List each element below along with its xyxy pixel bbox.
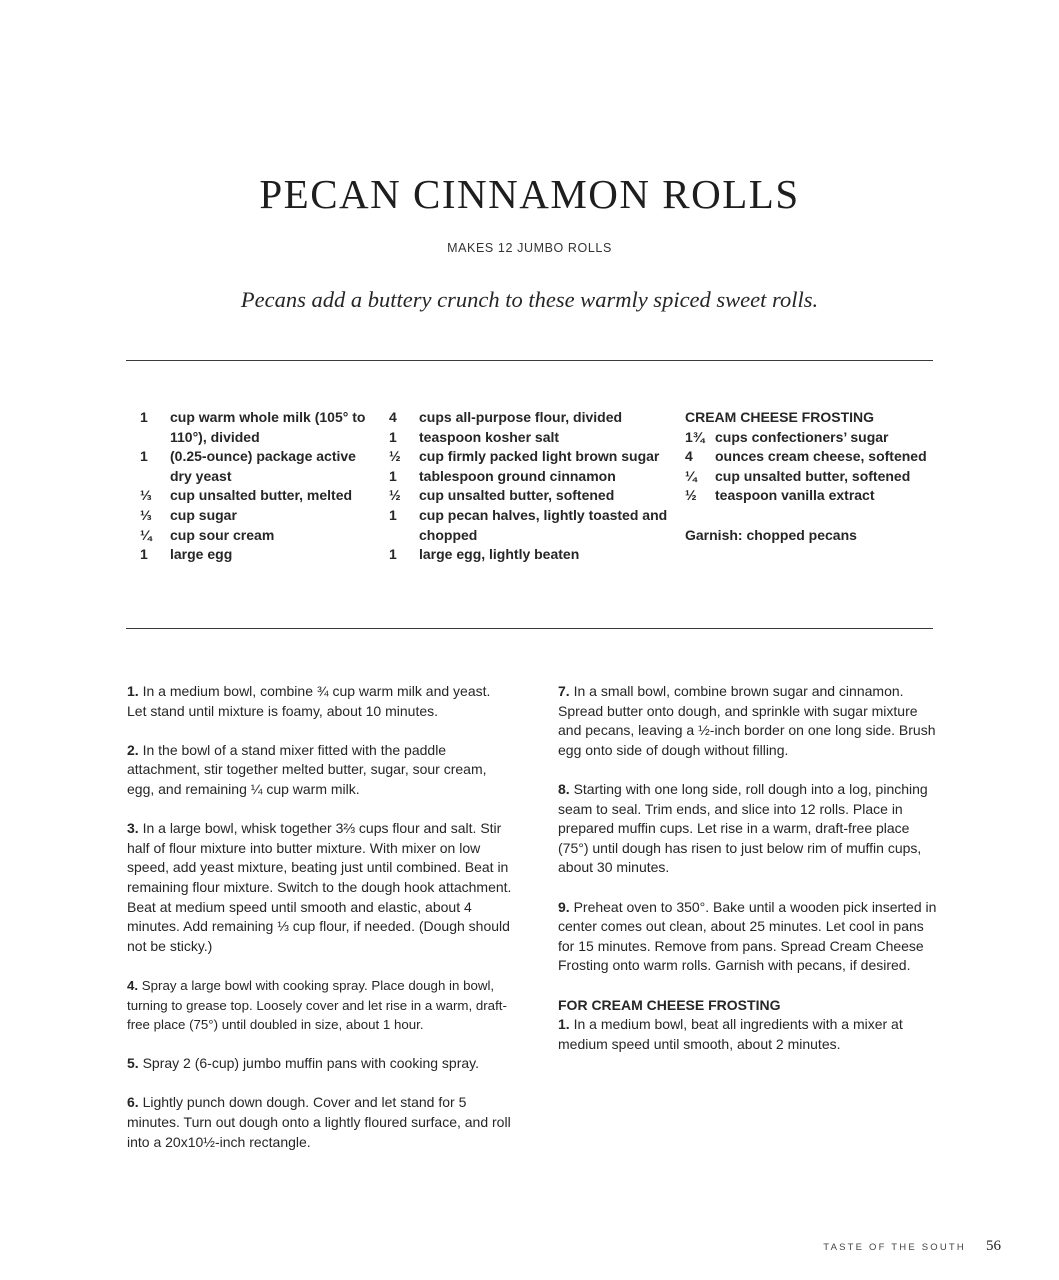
ingredient-text: cup unsalted butter, melted [170,487,353,504]
page-number: 56 [986,1238,1001,1254]
step-number: 9. [558,898,570,915]
ingredient-text: ounces cream cheese, softened [715,448,927,465]
step-number: 7. [558,683,570,699]
ingredient-text: cup unsalted butter, softened [419,487,615,504]
step-text: Lightly punch down dough. Cover and let stand for 5 minutes. Turn out dough onto a lightly floured surface, and roll into a 20x10½-inch rectangle. [127,1094,511,1150]
steps-column-2 [558,682,938,1074]
frosting-heading: CREAM CHEESE FROSTING [685,409,875,425]
ingredient-qty: ½ [389,448,401,465]
ingredient-qty: 1 [389,546,397,563]
ingredient-text: cup sour cream [170,526,275,543]
ingredient-item [389,506,669,545]
ingredient-text: cup pecan halves, lightly toasted and chopped [419,506,668,543]
ingredients-column-1 [140,408,370,565]
ingredient-text: cups all-purpose flour, divided [419,409,623,425]
top-divider [126,360,933,361]
step-2 [127,741,512,800]
ingredient-text: cup sugar [170,506,237,523]
ingredient-item [140,408,370,447]
ingredient-text: cups confectioners’ sugar [715,428,889,445]
ingredient-text: teaspoon vanilla extract [715,487,875,504]
ingredient-item [389,447,669,467]
ingredient-qty: 4 [685,448,693,465]
step-text: In the bowl of a stand mixer fitted with the paddle attachment, stir together melted butter, sugar, sour cream, egg, and remaining ¼ cup warm milk. [127,741,487,797]
step-9 [558,898,938,976]
ingredient-qty: 1 [389,467,397,484]
ingredient-qty: ⅓ [140,506,152,523]
ingredient-item [140,545,370,565]
ingredient-text: large egg, lightly beaten [419,546,580,563]
ingredient-item [140,506,370,526]
step-number: 3. [127,820,139,837]
step-text: Starting with one long side, roll dough into a log, pinching seam to seal. Trim ends, and slice into 12 rolls. Place in prepared muffin cups. Let rise in a warm, draft-free place (75°) until dough has risen to just below rim of muffin cups, about 30 minutes. [558,780,928,876]
step-text: In a large bowl, whisk together 3⅔ cups flour and salt. Stir half of flour mixture into butter mixture. With mixer on low speed, add yeast mixture, beating just until combined. Beat in remaining flour mixture. Switch to the dough hook attachment. Beat at medium speed until smooth and elastic, about 4 minutes. Add remaining ⅓ cup flour, if needed. (Dough should not be sticky.) [127,820,512,954]
ingredient-item [685,467,985,487]
step-4 [127,976,512,1035]
step-text: Preheat oven to 350°. Bake until a wooden pick inserted in center comes out clean, about 25 minutes. Let cool in pans for 15 minutes. Remove from pans. Spread Cream Cheese Frosting onto warm rolls. Garnish with pecans, if desired. [558,898,937,974]
ingredient-qty: 1¾ [685,428,705,445]
garnish-note: Garnish: chopped pecans [685,526,857,543]
step-number: 2. [127,741,139,758]
ingredient-item [389,428,669,448]
step-text: In a medium bowl, combine ¾ cup warm milk and yeast. Let stand until mixture is foamy, about 10 minutes. [127,683,491,719]
ingredient-item [685,428,985,448]
ingredient-item [140,526,370,546]
step-text: Spray a large bowl with cooking spray. Place dough in bowl, turning to grease top. Loosely cover and let rise in a warm, draft-free place (75°) until doubled in size, about 1 hour. [127,977,507,1033]
recipe-tagline: Pecans add a buttery crunch to these warmly spiced sweet rolls. [240,287,819,312]
step-6 [127,1093,512,1152]
step-number: 8. [558,780,570,797]
ingredient-text: large egg [170,546,233,563]
step-number: 1. [127,683,139,699]
ingredient-item [685,486,985,506]
ingredient-text: cup unsalted butter, softened [715,467,911,484]
step-number: 5. [127,1055,139,1072]
step-8 [558,780,938,878]
step-text: Spray 2 (6-cup) jumbo muffin pans with cooking spray. [142,1055,479,1072]
step-3 [127,819,512,956]
ingredient-qty: ⅓ [140,487,152,504]
ingredient-item [140,486,370,506]
frosting-steps-heading: FOR CREAM CHEESE FROSTING [558,996,781,1013]
step-1 [127,682,512,721]
recipe-yield: MAKES 12 JUMBO ROLLS [447,241,612,255]
ingredient-qty: 1 [140,546,148,563]
ingredient-item [389,467,669,487]
recipe-title: PECAN CINNAMON ROLLS [259,171,800,217]
ingredient-qty: ½ [685,487,697,504]
ingredient-item [389,408,669,428]
ingredient-qty: ½ [389,487,401,504]
ingredient-text: tablespoon ground cinnamon [419,467,616,484]
ingredient-text: cup warm whole milk (105° to 110°), divided [170,409,366,445]
ingredient-qty: ¼ [140,526,152,543]
step-number: 4. [127,977,139,993]
steps-column-1 [127,682,512,1172]
ingredient-qty: 1 [140,409,148,425]
ingredient-qty: 1 [389,428,397,445]
ingredients-column-2 [389,408,669,565]
ingredient-item [389,545,669,565]
ingredient-qty: 1 [389,506,397,523]
step-text: In a medium bowl, beat all ingredients with a mixer at medium speed until smooth, about 2 minutes. [558,1016,903,1052]
frosting-ingredients-column [685,408,985,545]
ingredient-item [389,486,669,506]
ingredient-qty: 1 [140,448,148,465]
ingredient-item [140,447,370,486]
step-text: In a small bowl, combine brown sugar and cinnamon. Spread butter onto dough, and sprinkle with sugar mixture and pecans, leaving a ½-inch border on one long side. Brush egg onto side of dough without filling. [558,683,936,758]
frosting-step-1 [558,1015,938,1054]
ingredient-qty: 4 [389,409,397,425]
ingredient-item [685,447,985,467]
ingredient-text: teaspoon kosher salt [419,428,560,445]
ingredient-qty: ¼ [685,467,697,484]
bottom-divider [126,628,933,629]
page-footer [823,1238,1001,1255]
ingredient-text: (0.25-ounce) package active dry yeast [170,448,356,484]
step-5 [127,1054,512,1074]
step-number: 1. [558,1016,570,1033]
step-number: 6. [127,1094,139,1111]
step-7 [558,682,938,760]
publication-name: TASTE OF THE SOUTH [823,1242,966,1253]
ingredient-text: cup firmly packed light brown sugar [419,448,660,465]
